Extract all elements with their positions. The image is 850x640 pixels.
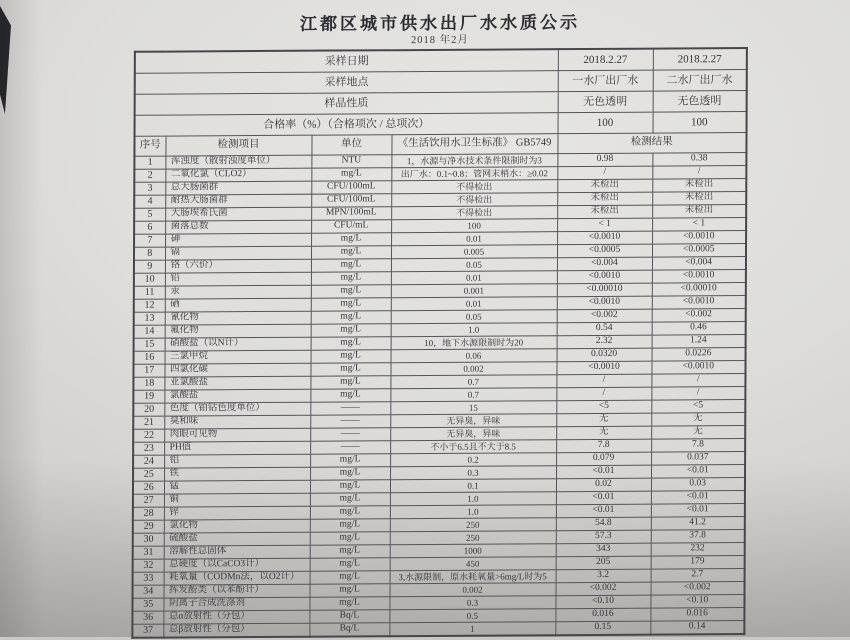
- cell-standard: 0.001: [391, 284, 557, 298]
- cell-no: 22: [133, 429, 164, 442]
- cell-unit: mg/L: [310, 584, 390, 597]
- cell-standard: 0.7: [390, 388, 556, 402]
- cell-item: 锰: [164, 480, 310, 494]
- cell-result1: <0.0010: [557, 231, 652, 245]
- cell-result2: 0.037: [651, 452, 745, 466]
- info-value-plant2: 100: [653, 112, 747, 134]
- cell-item: 大肠埃希氏菌: [165, 207, 311, 221]
- cell-standard: 0.3: [390, 466, 556, 480]
- cell-standard: 0.5: [389, 609, 555, 623]
- cell-no: 11: [134, 286, 165, 299]
- cell-standard: 100: [391, 219, 557, 233]
- cell-item: 总α放射性（分包）: [163, 610, 309, 624]
- cell-item: 总大肠菌群: [165, 181, 311, 195]
- cell-result2: <0.01: [651, 491, 745, 505]
- cell-unit: mg/L: [310, 376, 390, 389]
- cell-no: 8: [134, 247, 165, 260]
- cell-result1: 3.2: [556, 569, 651, 583]
- cell-result1: <0.004: [557, 257, 652, 271]
- cell-result1: 无: [556, 413, 651, 427]
- cell-no: 18: [133, 377, 164, 390]
- cell-item: 锌: [164, 506, 310, 520]
- info-value-plant1: 100: [558, 112, 653, 134]
- cell-standard: 出厂水：0.1~0.8；管网末梢水：≥0.02: [391, 167, 557, 181]
- cell-standard: 无异臭，异味: [390, 427, 556, 441]
- cell-standard: 0.01: [391, 271, 557, 285]
- cell-no: 25: [133, 468, 164, 481]
- cell-unit: mg/L: [311, 233, 391, 246]
- cell-standard: 0.3: [389, 596, 555, 610]
- cell-result1: 未检出: [557, 179, 652, 193]
- cell-result2: 7.8: [651, 439, 745, 453]
- cell-item: 氯化物: [164, 519, 310, 533]
- cell-no: 3: [134, 182, 165, 195]
- cell-item: 镉: [165, 246, 311, 260]
- cell-result2: 0.03: [651, 478, 745, 492]
- cell-item: 砷: [165, 233, 311, 247]
- cell-result1: 7.8: [556, 439, 651, 453]
- cell-unit: Bq/L: [309, 623, 389, 637]
- cell-result2: <0.0005: [652, 244, 746, 258]
- cell-result1: <0.00010: [557, 283, 652, 297]
- cell-result2: <0.10: [650, 595, 744, 609]
- cell-result1: 0.02: [556, 478, 651, 492]
- cell-standard: 0.7: [390, 375, 556, 389]
- info-label: 合格率（%）（合格项次 / 总项次）: [135, 113, 558, 137]
- cell-unit: mg/L: [311, 168, 391, 181]
- cell-result1: 未检出: [557, 192, 652, 206]
- cell-result2: 1.24: [652, 335, 746, 349]
- cell-unit: mg/L: [310, 467, 390, 480]
- cell-item: 硫酸盐: [164, 532, 310, 546]
- table-row: [132, 621, 744, 638]
- cell-no: 20: [133, 403, 164, 416]
- cell-no: 32: [133, 559, 164, 572]
- cell-unit: ——: [310, 415, 390, 428]
- cell-standard: 1.0: [391, 323, 557, 337]
- cell-unit: MPN/100mL: [311, 207, 391, 220]
- cell-unit: NTU: [311, 155, 391, 168]
- cell-standard: 10，地下水源限制时为20: [391, 336, 557, 350]
- cell-item: 色度（铂钴色度单位）: [164, 402, 310, 416]
- cell-unit: mg/L: [311, 311, 391, 324]
- info-value-plant2: 无色透明: [653, 91, 747, 113]
- cell-result1: <0.0010: [556, 361, 651, 375]
- cell-result2: <0.0010: [652, 270, 746, 284]
- cell-item: 总硬度（以CaCO3计）: [164, 558, 310, 572]
- cell-result2: 0.14: [650, 621, 744, 635]
- cell-unit: CFU/100mL: [311, 181, 391, 194]
- cell-unit: mg/L: [309, 597, 389, 610]
- cell-item: 四氯化碳: [164, 363, 310, 377]
- cell-item: 铅: [165, 272, 311, 286]
- cell-result2: <0.01: [651, 504, 745, 518]
- cell-result2: 无: [651, 426, 745, 440]
- cell-no: 31: [133, 546, 164, 559]
- cell-item: PH值: [164, 441, 310, 455]
- cell-no: 4: [134, 195, 165, 208]
- cell-item: 臭和味: [164, 415, 310, 429]
- cell-result2: <5: [651, 400, 745, 414]
- cell-standard: 450: [390, 557, 556, 571]
- cell-result1: < 1: [557, 218, 652, 232]
- cell-no: 28: [133, 507, 164, 520]
- cell-result2: 2.7: [651, 569, 745, 583]
- cell-item: 阴离子合成洗涤剂: [163, 597, 309, 611]
- cell-no: 9: [134, 260, 165, 273]
- cell-item: 铁: [164, 467, 310, 481]
- cell-item: 二氧化氯（CLO2）: [165, 168, 311, 182]
- cell-item: 菌落总数: [165, 220, 311, 234]
- cell-item: 硒: [165, 298, 311, 312]
- cell-item: 氟化物: [165, 324, 311, 338]
- cell-result1: <0.0005: [557, 244, 652, 258]
- cell-standard: 0.005: [391, 245, 557, 259]
- cell-unit: mg/L: [311, 324, 391, 337]
- cell-standard: 0.01: [391, 232, 557, 246]
- cell-unit: mg/L: [311, 337, 391, 350]
- cell-item: 铝: [164, 454, 310, 468]
- cell-no: 34: [133, 585, 164, 598]
- table-body: [132, 153, 746, 638]
- cell-no: 33: [133, 572, 164, 585]
- cell-result1: <0.01: [556, 465, 651, 479]
- cell-result1: <0.01: [556, 504, 651, 518]
- cell-result2: <0.004: [652, 257, 746, 271]
- cell-item: 铬（六价）: [165, 259, 311, 273]
- cell-result1: 0.0320: [557, 348, 652, 362]
- info-value-plant1: 2018.2.27: [558, 49, 653, 71]
- cell-result1: 57.3: [556, 530, 651, 544]
- cell-result1: 0.98: [557, 153, 652, 167]
- cell-standard: 1: [389, 622, 555, 637]
- cell-standard: 0.05: [391, 310, 557, 324]
- cell-result2: 未检出: [652, 192, 746, 206]
- cell-no: 17: [133, 364, 164, 377]
- cell-result1: 0.079: [556, 452, 651, 466]
- cell-result2: <0.0010: [652, 231, 746, 245]
- cell-unit: mg/L: [310, 480, 390, 493]
- col-header-result: 检测结果: [557, 133, 746, 154]
- cell-unit: mg/L: [310, 493, 390, 506]
- cell-standard: 3,水源限制，原水耗氧量>6mg/L时为5: [390, 570, 556, 584]
- cell-result2: <0.00010: [652, 283, 746, 297]
- cell-result2: 未检出: [652, 205, 746, 219]
- cell-standard: 不得检出: [391, 193, 557, 207]
- cell-item: 氯酸盐: [164, 389, 310, 403]
- cell-result2: < 1: [652, 218, 746, 232]
- cell-item: 肉眼可见物: [164, 428, 310, 442]
- cell-no: 1: [134, 156, 165, 169]
- cell-standard: 0.05: [391, 258, 557, 272]
- cell-standard: 0.06: [391, 349, 557, 363]
- cell-no: 36: [132, 611, 163, 624]
- cell-standard: 0.002: [390, 362, 556, 376]
- cell-no: 29: [133, 520, 164, 533]
- cell-no: 19: [133, 390, 164, 403]
- cell-item: 溶解性总固体: [164, 545, 310, 559]
- cell-unit: CFU/mL: [311, 220, 391, 233]
- cell-item: 铜: [164, 493, 310, 507]
- cell-result1: <5: [556, 400, 651, 414]
- cell-item: 氰化物: [165, 311, 311, 325]
- cell-no: 35: [132, 598, 163, 611]
- cell-unit: mg/L: [310, 571, 390, 584]
- cell-no: 2: [134, 169, 165, 182]
- cell-standard: 不得检出: [391, 180, 557, 194]
- info-label: 采样地点: [135, 71, 558, 95]
- info-label: 样品性质: [135, 92, 558, 116]
- cell-result2: /: [651, 387, 745, 401]
- cell-result2: 0.38: [652, 153, 746, 167]
- cell-unit: mg/L: [310, 519, 390, 532]
- cell-result1: 0.54: [557, 322, 652, 336]
- cell-item: 耐热大肠菌群: [165, 194, 311, 208]
- cell-unit: mg/L: [311, 285, 391, 298]
- cell-result2: 0.46: [652, 322, 746, 336]
- col-header-item: 检测项目: [165, 135, 311, 156]
- cell-standard: 1.0: [390, 505, 556, 519]
- cell-standard: 0.2: [390, 453, 556, 467]
- cell-item: 挥发酚类（以苯酚计）: [164, 584, 310, 598]
- cell-result2: 未检出: [652, 179, 746, 193]
- cell-no: 12: [134, 299, 165, 312]
- cell-result2: <0.0010: [651, 361, 745, 375]
- info-value-plant2: 二水厂出厂水: [653, 70, 747, 92]
- page-subtitle: 2018 年2月: [410, 34, 469, 47]
- cell-unit: mg/L: [311, 272, 391, 285]
- cell-result1: <0.002: [556, 582, 651, 596]
- cell-unit: mg/L: [310, 532, 390, 545]
- cell-unit: mg/L: [310, 389, 390, 402]
- cell-standard: 1，水源与净水技术条件限制时为3: [391, 154, 557, 168]
- cell-unit: ——: [310, 428, 390, 441]
- cell-no: 26: [133, 481, 164, 494]
- cell-item: 亚氯酸盐: [164, 376, 310, 390]
- cell-result2: 232: [651, 543, 745, 557]
- cell-result1: 54.8: [556, 517, 651, 531]
- cell-result1: 2.32: [557, 335, 652, 349]
- cell-result2: 0.0226: [652, 348, 746, 362]
- cell-standard: 0.1: [390, 479, 556, 493]
- cell-result1: 无: [556, 426, 651, 440]
- cell-result1: <0.002: [557, 309, 652, 323]
- cell-unit: mg/L: [311, 298, 391, 311]
- cell-result2: <0.0010: [652, 296, 746, 310]
- cell-standard: 无异臭，异味: [390, 414, 556, 428]
- page-title: 江都区城市供水出厂水水质公示: [299, 13, 581, 34]
- cell-result2: 0.016: [650, 608, 744, 622]
- cell-standard: 0.01: [391, 297, 557, 311]
- cell-result1: <0.01: [556, 491, 651, 505]
- cell-no: 7: [134, 234, 165, 247]
- col-header-unit: 单位: [311, 135, 391, 155]
- cell-standard: 250: [390, 531, 556, 545]
- cell-unit: mg/L: [311, 259, 391, 272]
- cell-unit: mg/L: [310, 506, 390, 519]
- cell-result1: 0.016: [555, 608, 650, 622]
- cell-unit: ——: [310, 441, 390, 454]
- cell-result1: <0.10: [555, 595, 650, 609]
- cell-result1: 343: [556, 543, 651, 557]
- cell-no: 30: [133, 533, 164, 546]
- cell-item: 硝酸盐（以N计）: [165, 337, 311, 351]
- cell-result1: /: [556, 387, 651, 401]
- cell-result1: /: [556, 374, 651, 388]
- info-value-plant1: 无色透明: [558, 91, 653, 113]
- cell-no: 24: [133, 455, 164, 468]
- cell-result1: 未检出: [557, 205, 652, 219]
- cell-unit: mg/L: [310, 545, 390, 558]
- cell-result2: /: [652, 166, 746, 180]
- cell-no: 23: [133, 442, 164, 455]
- cell-standard: 1000: [390, 544, 556, 558]
- cell-result2: <0.002: [651, 582, 745, 596]
- cell-standard: 15: [390, 401, 556, 415]
- cell-result2: /: [651, 374, 745, 388]
- col-header-no: 序号: [134, 136, 165, 156]
- cell-item: 汞: [165, 285, 311, 299]
- cell-no: 15: [134, 338, 165, 351]
- cell-result1: /: [557, 166, 652, 180]
- info-value-plant2: 2018.2.27: [653, 48, 747, 70]
- cell-item: 三氯甲烷: [165, 350, 311, 364]
- cell-unit: mg/L: [310, 558, 390, 571]
- cell-no: 21: [133, 416, 164, 429]
- water-quality-table: [131, 47, 748, 639]
- cell-result2: 无: [651, 413, 745, 427]
- cell-unit: Bq/L: [309, 610, 389, 623]
- cell-result2: 37.8: [651, 530, 745, 544]
- cell-no: 37: [132, 624, 163, 638]
- cell-no: 13: [134, 312, 165, 325]
- cell-no: 14: [134, 325, 165, 338]
- cell-no: 5: [134, 208, 165, 221]
- cell-standard: 不小于6.5且不大于8.5: [390, 440, 556, 454]
- cell-result2: 41.2: [651, 517, 745, 531]
- info-value-plant1: 一水厂出厂水: [558, 70, 653, 92]
- cell-unit: mg/L: [311, 350, 391, 363]
- cell-standard: 250: [390, 518, 556, 532]
- cell-unit: ——: [310, 402, 390, 415]
- cell-no: 16: [134, 351, 165, 364]
- cell-standard: 不得检出: [391, 206, 557, 220]
- cell-item: 总β放射性（分包）: [163, 623, 309, 637]
- cell-result1: <0.0010: [557, 296, 652, 310]
- cell-unit: mg/L: [310, 363, 390, 376]
- cell-result2: 179: [651, 556, 745, 570]
- cell-no: 27: [133, 494, 164, 507]
- cell-standard: 1.0: [390, 492, 556, 506]
- cell-standard: 0.002: [390, 583, 556, 597]
- cell-no: 10: [134, 273, 165, 286]
- cell-no: 6: [134, 221, 165, 234]
- cell-unit: mg/L: [311, 246, 391, 259]
- cell-result1: <0.0010: [557, 270, 652, 284]
- cell-item: 浑浊度（散射浊度单位）: [165, 155, 311, 169]
- cell-result2: <0.002: [652, 309, 746, 323]
- cell-item: 耗氧量（CODMn法，以O2计）: [164, 571, 310, 585]
- cell-result1: 205: [556, 556, 651, 570]
- cell-unit: mg/L: [310, 454, 390, 467]
- cell-unit: CFU/100mL: [311, 194, 391, 207]
- info-label: 采样日期: [135, 49, 558, 73]
- cell-result2: <0.01: [651, 465, 745, 479]
- col-header-standard: 《生活饮用水卫生标准》 GB5749: [391, 134, 557, 155]
- cell-result1: 0.15: [555, 621, 650, 635]
